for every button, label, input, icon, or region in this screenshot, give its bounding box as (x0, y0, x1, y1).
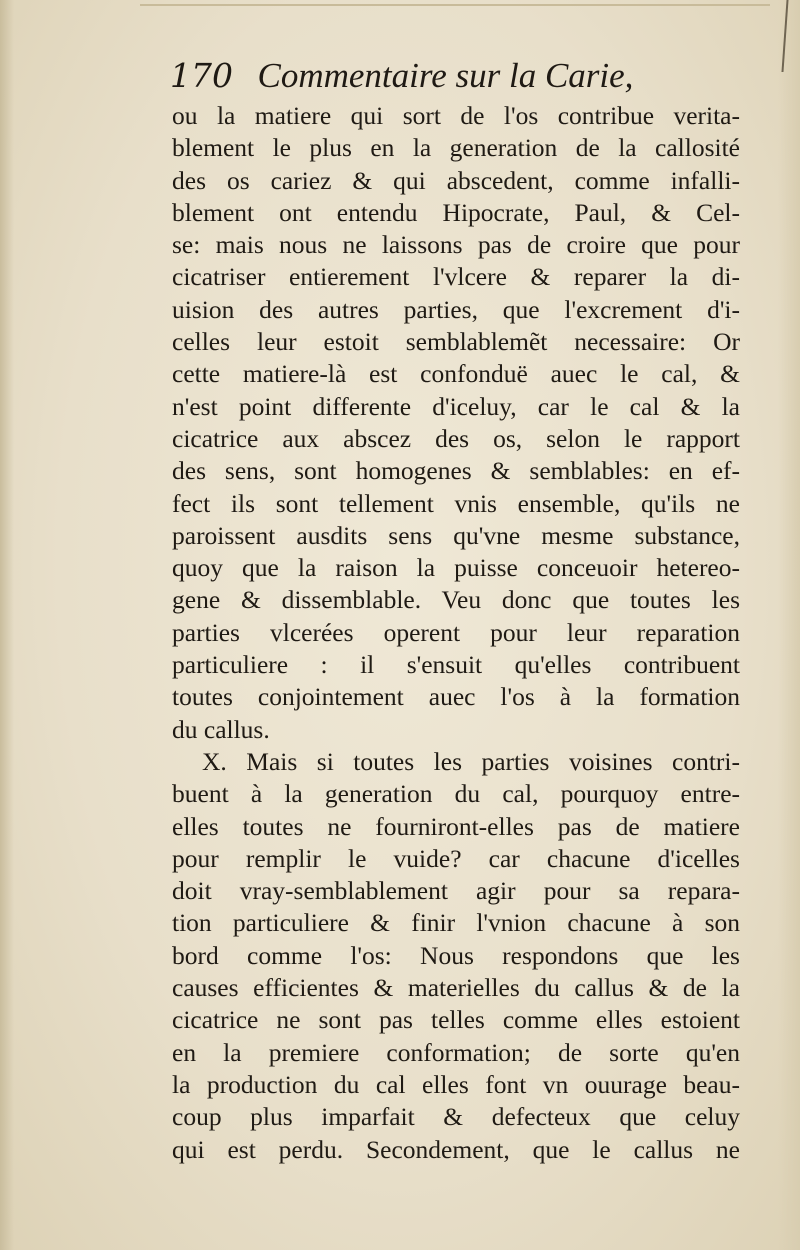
page-number: 170 (170, 56, 233, 95)
page-shadow-left (0, 0, 14, 1250)
paragraph-end-line: du callus. (172, 714, 270, 744)
text-line: bord comme l'os: Nous respondons que les (172, 940, 740, 970)
text-line: se: mais nous ne laissons pas de croire que pour (172, 230, 740, 260)
text-line: tion particuliere & finir l'vnion chacune à son (172, 908, 740, 938)
running-header (170, 52, 670, 100)
text-line: des os cariez & qui abscedent, comme infalli- (172, 165, 740, 195)
text-line: fect ils sont tellement vnis ensemble, qu'ils ne (172, 488, 740, 518)
page-shadow-right (778, 0, 800, 1250)
text-line: qui est perdu. Secondement, que le callus ne (172, 1134, 740, 1164)
page-top-edge (140, 4, 770, 6)
text-line: cicatriser entierement l'vlcere & reparer la di- (172, 262, 740, 292)
running-title: Commentaire sur la Carie, (257, 56, 634, 95)
text-line: des sens, sont homogenes & semblables: en ef- (172, 456, 740, 486)
text-line: coup plus imparfait & defecteux que celuy (172, 1102, 740, 1132)
text-line: blement ont entendu Hipocrate, Paul, & Cel- (172, 197, 740, 227)
text-line: particuliere : il s'ensuit qu'elles contribuent (172, 650, 740, 680)
text-line: causes efficientes & materielles du callus & de la (172, 973, 740, 1003)
text-line: paroissent ausdits sens qu'vne mesme substance, (172, 520, 740, 550)
text-line: cette matiere-là est confonduë auec le cal, & (172, 359, 740, 389)
body-text (172, 100, 740, 1166)
text-line: ou la matiere qui sort de l'os contribue verita- (172, 101, 740, 130)
text-line: parties vlcerées operent pour leur reparation (172, 617, 740, 647)
text-line: uision des autres parties, que l'excrement d'i- (172, 294, 740, 324)
text-line: pour remplir le vuide? car chacune d'icelles (172, 843, 740, 873)
text-line: elles toutes ne fourniront-elles pas de matiere (172, 811, 740, 841)
text-line: gene & dissemblable. Veu donc que toutes les (172, 585, 740, 615)
text-line: celles leur estoit semblablemẽt necessaire: Or (172, 327, 740, 357)
text-line: quoy que la raison la puisse conceuoir hetereo- (172, 553, 740, 583)
text-line: la production du cal elles font vn ouurage beau- (172, 1069, 740, 1099)
text-line: en la premiere conformation; de sorte qu'en (172, 1037, 740, 1067)
text-line: n'est point differente d'iceluy, car le cal & la (172, 391, 740, 421)
text-line: cicatrice ne sont pas telles comme elles estoient (172, 1005, 740, 1035)
section-x-first-line: X. Mais si toutes les parties voisines contri- (202, 746, 740, 776)
text-line: buent à la generation du cal, pourquoy entre- (172, 779, 740, 809)
text-line: blement le plus en la generation de la callosité (172, 133, 740, 163)
text-line: cicatrice aux abscez des os, selon le rapport (172, 423, 740, 453)
text-line: doit vray-semblablement agir pour sa repara- (172, 876, 740, 906)
text-line: toutes conjointement auec l'os à la formation (172, 682, 740, 712)
